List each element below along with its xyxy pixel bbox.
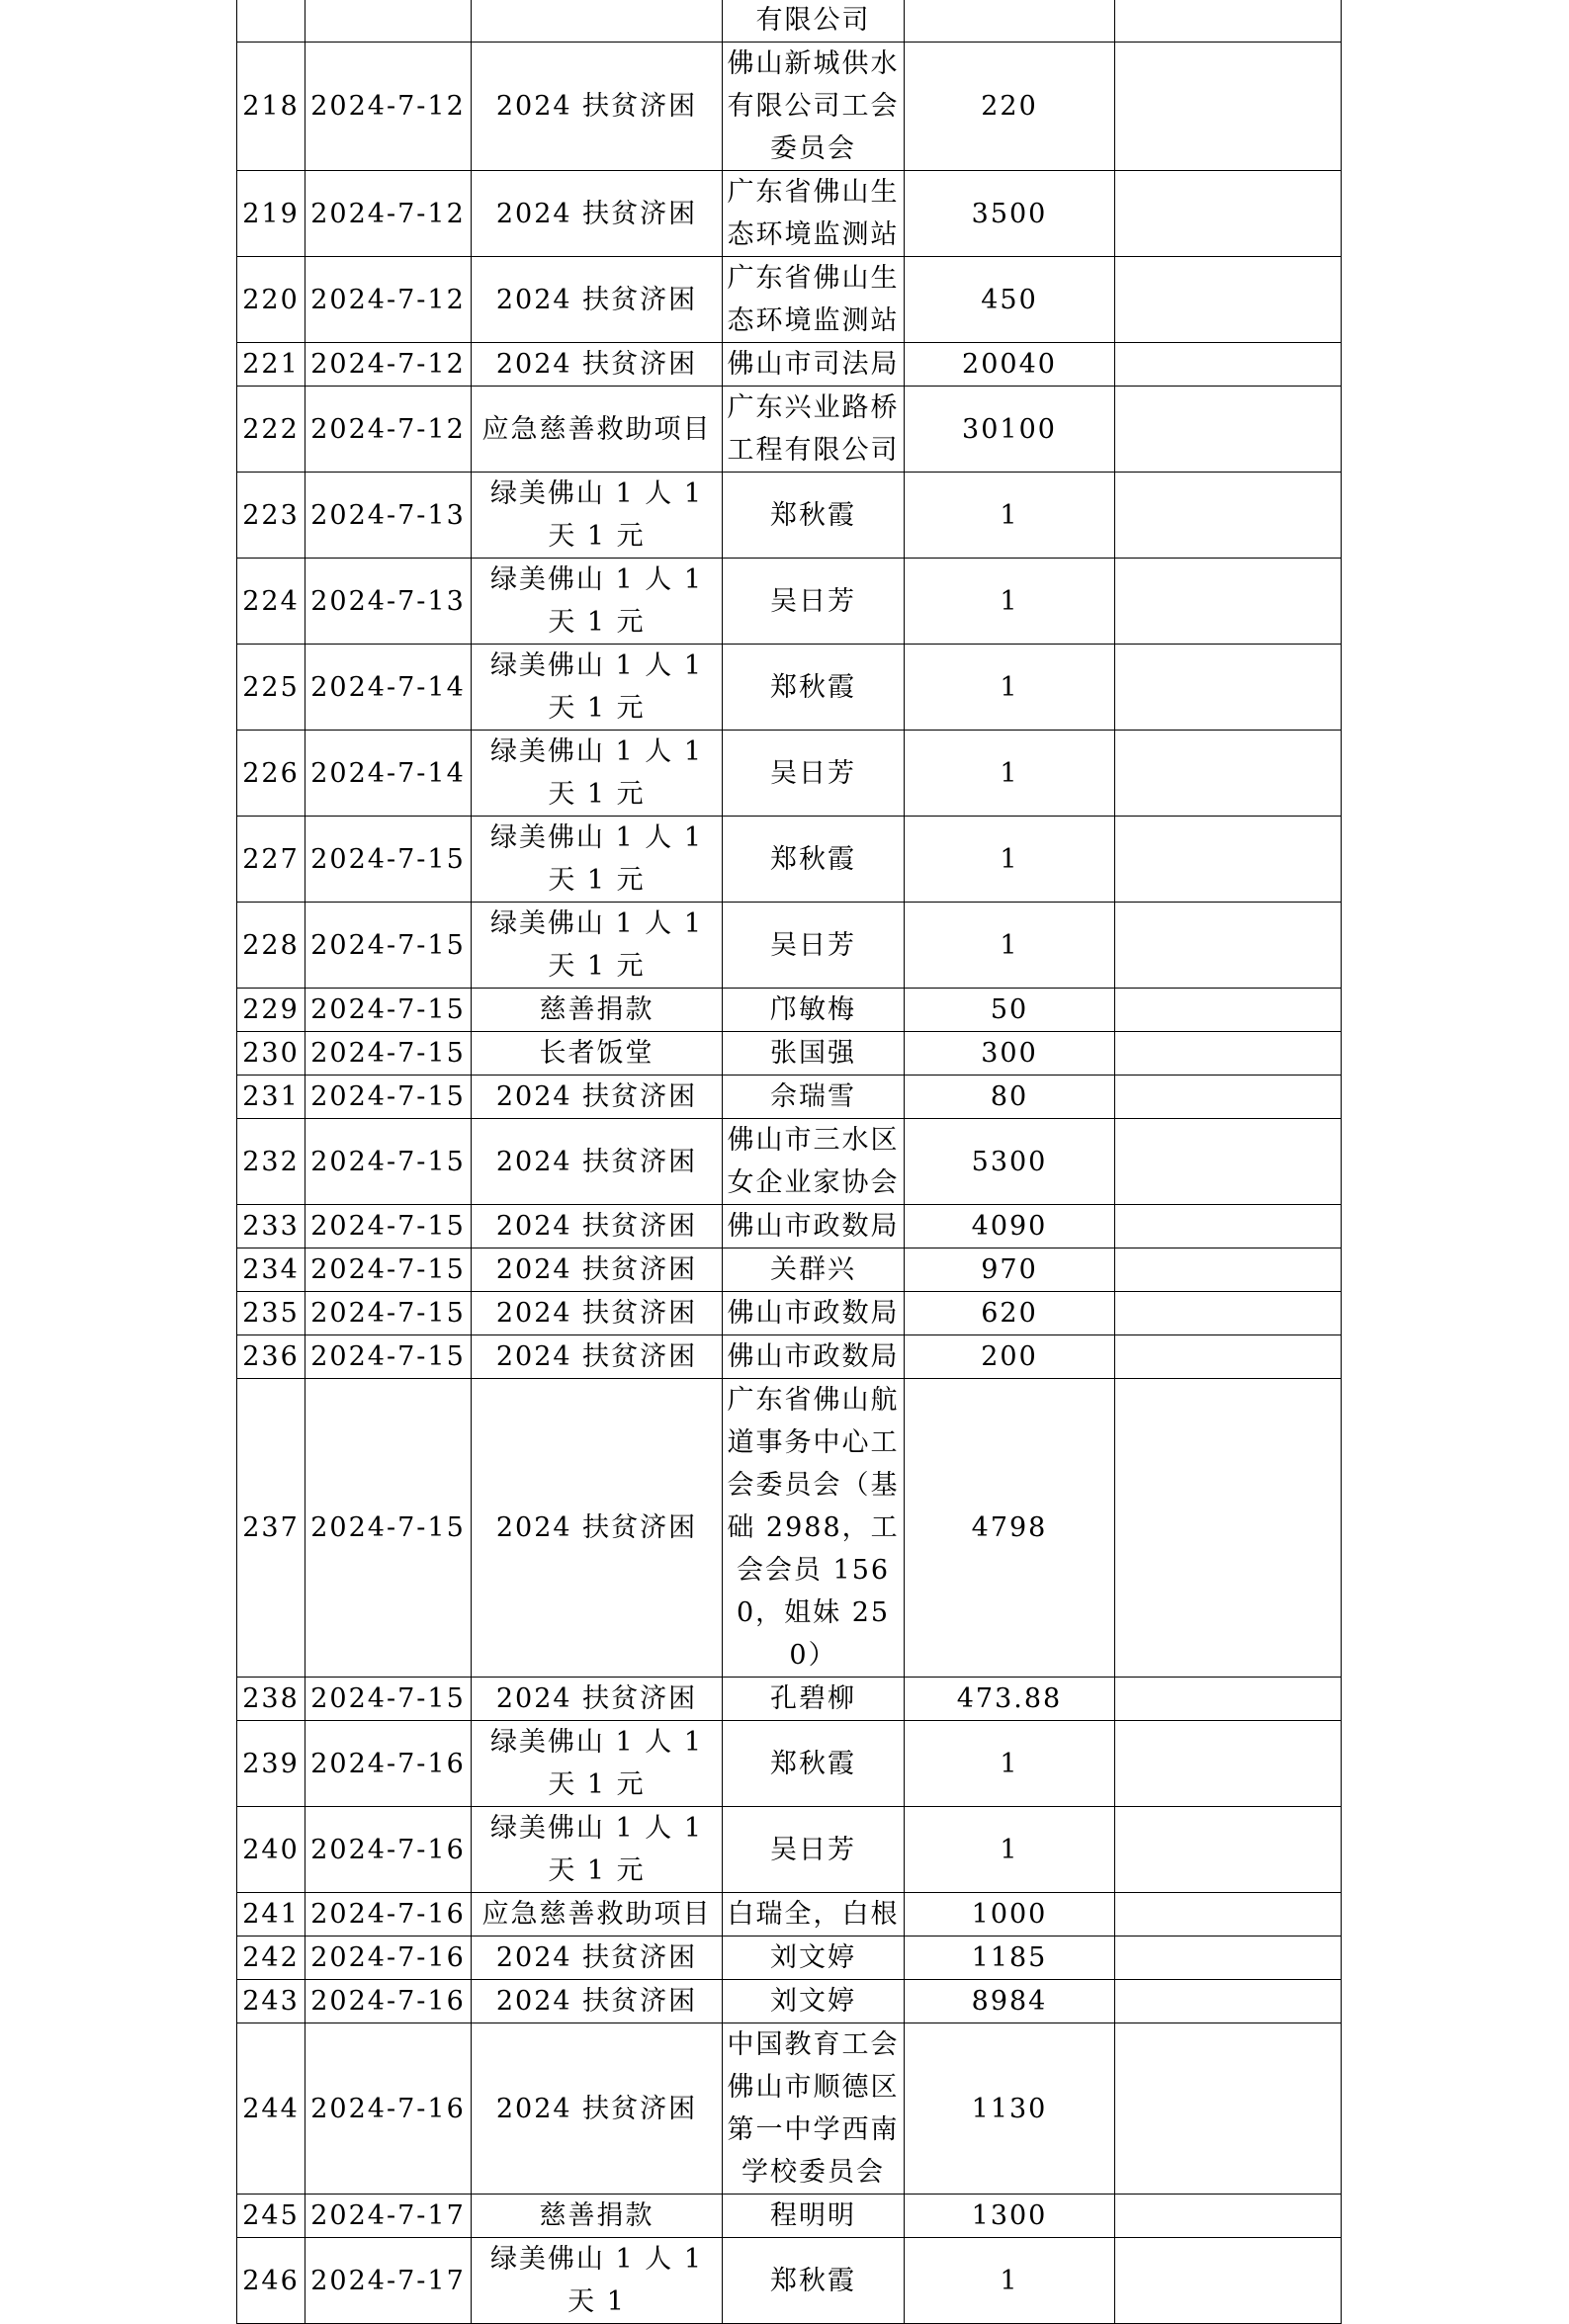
row-date-cell: 2024-7-15 [305,989,472,1032]
row-note-cell [1115,171,1342,257]
row-amount-cell: 8984 [905,1980,1115,2023]
row-project-cell: 2024 扶贫济困 [472,257,723,343]
row-project-cell: 绿美佛山 1 人 1 天 1 元 [472,559,723,645]
row-project-cell: 2024 扶贫济困 [472,1292,723,1335]
row-donor-cell: 吴日芳 [723,903,905,989]
row-note-cell [1115,903,1342,989]
row-donor-cell: 白瑞全，白根 [723,1893,905,1937]
row-project-cell: 长者饭堂 [472,1032,723,1076]
row-project-cell: 绿美佛山 1 人 1 天 1 元 [472,1807,723,1893]
row-note-cell [1115,989,1342,1032]
row-amount-cell: 1130 [905,2023,1115,2195]
row-donor-cell: 孔碧柳 [723,1678,905,1721]
row-project-cell: 2024 扶贫济困 [472,1980,723,2023]
row-index-cell: 220 [237,257,305,343]
row-project-cell: 慈善捐款 [472,2195,723,2238]
table-row [237,903,1342,989]
row-date-cell: 2024-7-15 [305,903,472,989]
row-project-cell: 2024 扶贫济困 [472,1678,723,1721]
row-donor-cell: 关群兴 [723,1248,905,1292]
row-note-cell [1115,1893,1342,1937]
row-amount-cell: 20040 [905,343,1115,387]
row-project-cell: 2024 扶贫济困 [472,43,723,171]
row-donor-cell: 中国教育工会佛山市顺德区第一中学西南学校委员会 [723,2023,905,2195]
row-index-cell: 224 [237,559,305,645]
row-index-cell: 221 [237,343,305,387]
row-amount-cell: 1300 [905,2195,1115,2238]
row-index-cell: 219 [237,171,305,257]
row-note-cell [1115,1248,1342,1292]
row-amount-cell: 5300 [905,1119,1115,1205]
row-donor-cell: 程明明 [723,2195,905,2238]
row-index-cell: 233 [237,1205,305,1248]
row-project-cell: 2024 扶贫济困 [472,1379,723,1678]
row-amount-cell: 620 [905,1292,1115,1335]
row-note-cell [1115,2023,1342,2195]
row-index-cell: 243 [237,1980,305,2023]
row-donor-cell: 佛山市司法局 [723,343,905,387]
table-row [237,817,1342,903]
row-amount-cell: 1 [905,817,1115,903]
table-row [237,1205,1342,1248]
row-amount-cell [905,0,1115,43]
row-date-cell: 2024-7-12 [305,387,472,473]
row-date-cell: 2024-7-15 [305,1076,472,1119]
row-note-cell [1115,645,1342,731]
row-date-cell: 2024-7-16 [305,1721,472,1807]
row-date-cell: 2024-7-16 [305,1893,472,1937]
row-amount-cell: 1 [905,731,1115,817]
row-donor-cell: 佛山市政数局 [723,1335,905,1379]
row-index-cell: 229 [237,989,305,1032]
row-note-cell [1115,387,1342,473]
row-index-cell: 230 [237,1032,305,1076]
table-row [237,43,1342,171]
row-index-cell: 231 [237,1076,305,1119]
table-row [237,1032,1342,1076]
table-row [237,1678,1342,1721]
table-row [237,1119,1342,1205]
row-donor-cell: 吴日芳 [723,559,905,645]
row-note-cell [1115,1205,1342,1248]
row-donor-cell: 郑秋霞 [723,2238,905,2324]
row-note-cell [1115,1119,1342,1205]
table-row [237,2023,1342,2195]
row-amount-cell: 1 [905,903,1115,989]
table-row [237,645,1342,731]
row-date-cell: 2024-7-14 [305,645,472,731]
table-row [237,1292,1342,1335]
row-donor-cell: 广东省佛山航道事务中心工会委员会（基础 2988，工会会员 1560，姐妹 250） [723,1379,905,1678]
row-date-cell: 2024-7-12 [305,343,472,387]
row-project-cell: 应急慈善救助项目 [472,1893,723,1937]
row-project-cell: 2024 扶贫济困 [472,1335,723,1379]
row-date-cell: 2024-7-15 [305,1292,472,1335]
row-index-cell: 242 [237,1937,305,1980]
row-index-cell: 234 [237,1248,305,1292]
row-date-cell: 2024-7-17 [305,2195,472,2238]
row-donor-cell: 有限公司 [723,0,905,43]
table-row [237,1379,1342,1678]
row-donor-cell: 郑秋霞 [723,645,905,731]
row-donor-cell: 吴日芳 [723,731,905,817]
row-project-cell: 2024 扶贫济困 [472,2023,723,2195]
row-index-cell: 218 [237,43,305,171]
row-date-cell: 2024-7-15 [305,1379,472,1678]
table-row [237,1076,1342,1119]
row-index-cell: 225 [237,645,305,731]
row-note-cell [1115,817,1342,903]
row-project-cell: 绿美佛山 1 人 1 天 1 元 [472,731,723,817]
row-index-cell: 223 [237,473,305,559]
row-amount-cell: 1 [905,559,1115,645]
row-index-cell: 228 [237,903,305,989]
table-row [237,559,1342,645]
row-project-cell: 绿美佛山 1 人 1 天 1 [472,2238,723,2324]
row-amount-cell: 1 [905,1721,1115,1807]
row-note-cell [1115,343,1342,387]
row-project-cell: 2024 扶贫济困 [472,1205,723,1248]
row-index-cell: 236 [237,1335,305,1379]
row-date-cell: 2024-7-12 [305,43,472,171]
table-row [237,989,1342,1032]
row-amount-cell: 473.88 [905,1678,1115,1721]
row-amount-cell: 300 [905,1032,1115,1076]
row-amount-cell: 970 [905,1248,1115,1292]
row-project-cell: 绿美佛山 1 人 1 天 1 元 [472,1721,723,1807]
row-donor-cell: 刘文婷 [723,1937,905,1980]
row-note-cell [1115,1937,1342,1980]
row-project-cell: 2024 扶贫济困 [472,343,723,387]
row-donor-cell: 郑秋霞 [723,473,905,559]
row-note-cell [1115,1980,1342,2023]
row-note-cell [1115,1292,1342,1335]
row-index-cell: 237 [237,1379,305,1678]
row-amount-cell: 200 [905,1335,1115,1379]
table-row [237,1248,1342,1292]
row-index-cell [237,0,305,43]
row-project-cell: 绿美佛山 1 人 1 天 1 元 [472,817,723,903]
row-donor-cell: 佘瑞雪 [723,1076,905,1119]
row-note-cell [1115,1807,1342,1893]
row-note-cell [1115,0,1342,43]
row-project-cell: 2024 扶贫济困 [472,171,723,257]
row-donor-cell: 佛山新城供水有限公司工会委员会 [723,43,905,171]
row-amount-cell: 50 [905,989,1115,1032]
row-amount-cell: 4798 [905,1379,1115,1678]
row-project-cell: 2024 扶贫济困 [472,1119,723,1205]
table-row [237,1335,1342,1379]
row-amount-cell: 1185 [905,1937,1115,1980]
row-amount-cell: 1 [905,645,1115,731]
row-note-cell [1115,473,1342,559]
table-row [237,171,1342,257]
row-note-cell [1115,1032,1342,1076]
row-date-cell: 2024-7-12 [305,257,472,343]
row-index-cell: 226 [237,731,305,817]
table-row [237,1893,1342,1937]
row-index-cell: 235 [237,1292,305,1335]
row-donor-cell: 邝敏梅 [723,989,905,1032]
row-date-cell: 2024-7-15 [305,1248,472,1292]
row-index-cell: 245 [237,2195,305,2238]
row-index-cell: 244 [237,2023,305,2195]
row-project-cell: 2024 扶贫济困 [472,1076,723,1119]
row-amount-cell: 450 [905,257,1115,343]
row-date-cell: 2024-7-13 [305,473,472,559]
row-amount-cell: 1000 [905,1893,1115,1937]
row-date-cell: 2024-7-15 [305,817,472,903]
row-index-cell: 239 [237,1721,305,1807]
row-donor-cell: 刘文婷 [723,1980,905,2023]
row-date-cell: 2024-7-17 [305,2238,472,2324]
row-note-cell [1115,1678,1342,1721]
row-amount-cell: 80 [905,1076,1115,1119]
row-note-cell [1115,2195,1342,2238]
row-amount-cell: 4090 [905,1205,1115,1248]
row-note-cell [1115,257,1342,343]
row-donor-cell: 广东兴业路桥工程有限公司 [723,387,905,473]
row-amount-cell: 1 [905,1807,1115,1893]
row-project-cell: 慈善捐款 [472,989,723,1032]
row-donor-cell: 张国强 [723,1032,905,1076]
row-index-cell: 232 [237,1119,305,1205]
row-donor-cell: 广东省佛山生态环境监测站 [723,257,905,343]
table-row [237,2238,1342,2324]
donation-table-body [237,0,1342,2324]
table-row [237,0,1342,43]
row-date-cell: 2024-7-15 [305,1335,472,1379]
row-index-cell: 240 [237,1807,305,1893]
row-date-cell: 2024-7-15 [305,1119,472,1205]
row-date-cell: 2024-7-14 [305,731,472,817]
row-project-cell: 应急慈善救助项目 [472,387,723,473]
row-note-cell [1115,1076,1342,1119]
row-note-cell [1115,731,1342,817]
table-row [237,387,1342,473]
row-project-cell: 绿美佛山 1 人 1 天 1 元 [472,473,723,559]
row-index-cell: 222 [237,387,305,473]
row-project-cell: 绿美佛山 1 人 1 天 1 元 [472,903,723,989]
row-index-cell: 246 [237,2238,305,2324]
row-date-cell: 2024-7-15 [305,1205,472,1248]
row-note-cell [1115,1721,1342,1807]
row-amount-cell: 3500 [905,171,1115,257]
row-amount-cell: 30100 [905,387,1115,473]
row-donor-cell: 佛山市三水区女企业家协会 [723,1119,905,1205]
row-date-cell: 2024-7-16 [305,1937,472,1980]
table-row [237,2195,1342,2238]
row-donor-cell: 佛山市政数局 [723,1205,905,1248]
row-date-cell: 2024-7-16 [305,1807,472,1893]
row-project-cell: 绿美佛山 1 人 1 天 1 元 [472,645,723,731]
row-date-cell: 2024-7-15 [305,1678,472,1721]
donation-table [236,0,1342,2324]
row-donor-cell: 佛山市政数局 [723,1292,905,1335]
row-index-cell: 241 [237,1893,305,1937]
table-row [237,1807,1342,1893]
row-amount-cell: 1 [905,2238,1115,2324]
row-date-cell: 2024-7-12 [305,171,472,257]
row-date-cell: 2024-7-13 [305,559,472,645]
row-donor-cell: 郑秋霞 [723,1721,905,1807]
row-donor-cell: 吴日芳 [723,1807,905,1893]
row-note-cell [1115,2238,1342,2324]
table-row [237,731,1342,817]
table-row [237,1937,1342,1980]
row-amount-cell: 1 [905,473,1115,559]
row-date-cell: 2024-7-16 [305,2023,472,2195]
table-row [237,1721,1342,1807]
table-row [237,343,1342,387]
row-date-cell [305,0,472,43]
row-project-cell [472,0,723,43]
row-donor-cell: 郑秋霞 [723,817,905,903]
row-project-cell: 2024 扶贫济困 [472,1937,723,1980]
row-note-cell [1115,1335,1342,1379]
table-row [237,1980,1342,2023]
row-amount-cell: 220 [905,43,1115,171]
row-index-cell: 238 [237,1678,305,1721]
row-donor-cell: 广东省佛山生态环境监测站 [723,171,905,257]
row-index-cell: 227 [237,817,305,903]
row-date-cell: 2024-7-15 [305,1032,472,1076]
row-note-cell [1115,43,1342,171]
row-project-cell: 2024 扶贫济困 [472,1248,723,1292]
table-row [237,257,1342,343]
table-row [237,473,1342,559]
row-note-cell [1115,559,1342,645]
row-note-cell [1115,1379,1342,1678]
row-date-cell: 2024-7-16 [305,1980,472,2023]
